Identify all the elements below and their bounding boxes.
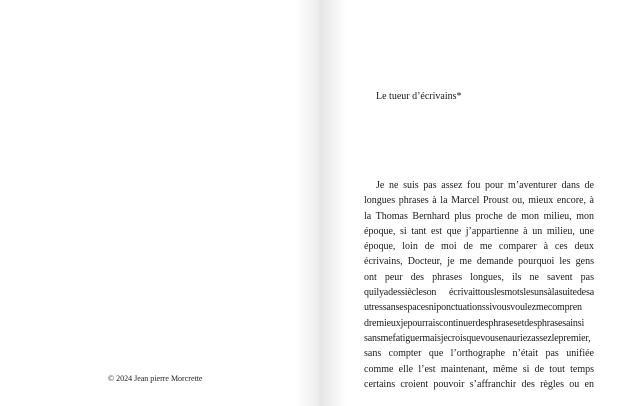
body-paragraph <box>364 178 594 392</box>
text-line: quilyadessiècleson écrivaittouslesmotslesunsàlasuitedesa <box>364 287 594 299</box>
left-page <box>0 0 318 406</box>
text-line: longues phrases à la Marcel Proust ou, mieux encore, à <box>364 195 594 207</box>
chapter-title: Le tueur d’écrivains* <box>376 91 462 102</box>
copyright-notice: © 2024 Jean pierre Morcrette <box>108 374 203 383</box>
text-line: époque, si tant est que j’appartienne à un milieu, une <box>364 225 594 237</box>
text-line: Je ne suis pas assez fou pour m’aventurer dans de <box>376 180 594 191</box>
gutter-shadow <box>320 0 346 406</box>
text-line: ont peur des phrases longues, ils ne savent pas <box>364 271 594 283</box>
text-line: la Thomas Bernhard plus proche de mon milieu, mon <box>364 210 594 222</box>
text-line: sansmefatiguermaisjecroisquevousenauriezassezlepremier, <box>364 332 591 344</box>
text-line: comme elle l’est maintenant, même si de tout temps <box>364 363 594 375</box>
text-line: époque, loin de moi de me comparer à ces deux <box>364 241 594 253</box>
text-line: sans compter que l’orthographe n’était pas unifiée <box>364 348 594 360</box>
text-line: utressansespacesniponctuationssivousvoulezmecompren <box>364 302 582 314</box>
text-line: certains croient pouvoir s’affranchir des règles ou en <box>364 378 594 390</box>
text-line: dremieuxjepourraiscontinuerdesphrasesetdesphrasesainsi <box>364 317 585 329</box>
text-line: écrivains, Docteur, je me demande pourquoi les gens <box>364 256 594 268</box>
gutter-shadow <box>296 0 318 406</box>
